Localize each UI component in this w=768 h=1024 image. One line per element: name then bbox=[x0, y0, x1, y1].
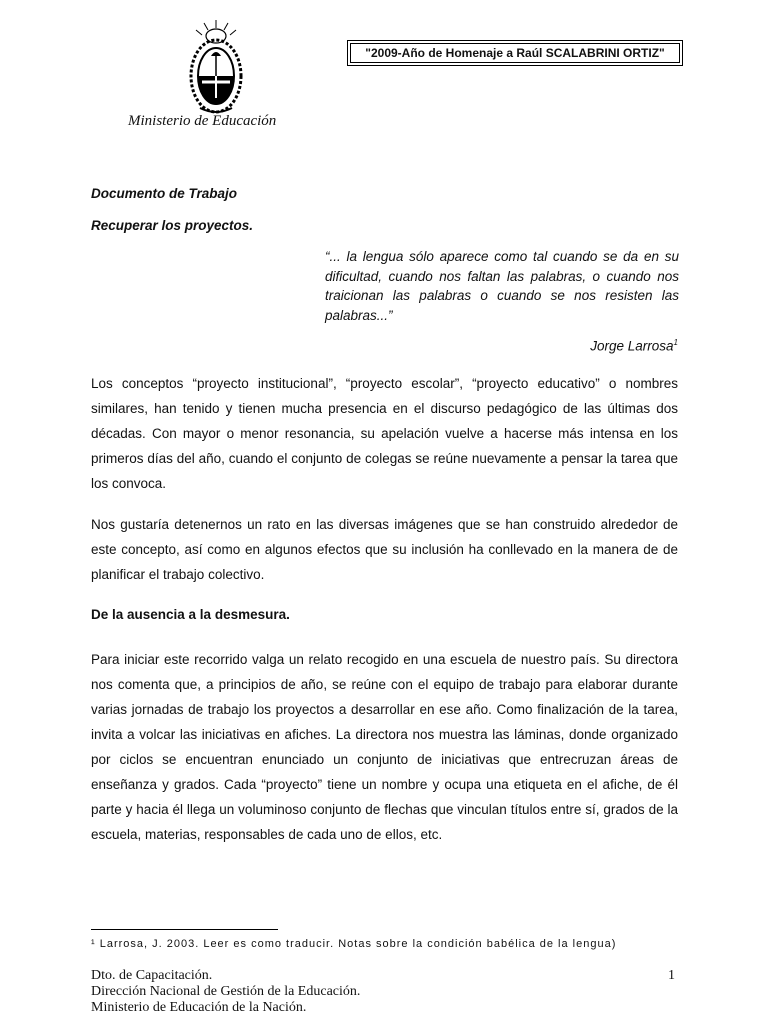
paragraph-3: Para iniciar este recorrido valga un relato recogido en una escuela de nuestro país. Su directora nos comenta que, a principios de año, se reúne con el equipo de trabajo para elaborar durante varias jornadas de trabajo los proyectos a desarrollar en ese año. Como finalización de la tarea, invita a volcar las iniciativas en afiches. La directora nos muestra las láminas, donde organizado por ciclos se encuentran enunciado un conjunto de iniciativas que entrecruzan áreas de enseñanza y grados. Cada “proyecto” tiene un nombre y ocupa una etiqueta en el afiche, de él parte y hacia él llega un voluminoso conjunto de flechas que vinculan títulos entre sí, grados de la escuela, materias, responsables de cada uno de ellos, etc. bbox=[91, 652, 678, 842]
ministry-name: Ministerio de Educación bbox=[128, 113, 277, 129]
paragraph-2: Nos gustaría detenernos un rato en las diversas imágenes que se han construido alrededor de este concepto, así como en algunos efectos que su inclusión ha conllevado en la manera de de planificar el trabajo colectivo. bbox=[91, 517, 678, 582]
footer-line-1: Dto. de Capacitación. bbox=[91, 968, 213, 983]
epigraph-quote: “... la lengua sólo aparece como tal cuando se da en su dificultad, cuando nos faltan las palabras, o cuando nos traicionan las palabras o cuando se nos resisten las palabras...” bbox=[325, 249, 679, 323]
footnote-mark: 1 bbox=[673, 338, 678, 347]
document-subtitle: Recuperar los proyectos. bbox=[91, 218, 254, 233]
document-title: Documento de Trabajo bbox=[91, 186, 238, 201]
footer-line-3: Ministerio de Educación de la Nación. bbox=[91, 1000, 307, 1015]
footer-line-2: Dirección Nacional de Gestión de la Educación. bbox=[91, 984, 361, 999]
year-homage-box: "2009-Año de Homenaje a Raúl SCALABRINI ORTIZ" bbox=[347, 40, 683, 66]
author-name: Jorge Larrosa bbox=[590, 338, 674, 354]
coat-of-arms-icon bbox=[186, 18, 246, 122]
paragraph-1: Los conceptos “proyecto institucional”, “proyecto escolar”, “proyecto educativo” o nombres similares, han tenido y tienen mucha presencia en el discurso pedagógico de las últimas dos décadas. Con mayor o menor resonancia, su apelación vuelve a hacerse más intensa en los primeros días del año, cuando el conjunto de colegas se reúne nuevamente a pensar la tarea que los convoca. bbox=[91, 376, 678, 491]
footnote: ¹ Larrosa, J. 2003. Leer es como traducir. Notas sobre la condición babélica de la lengua) bbox=[91, 938, 617, 950]
page-footer bbox=[91, 968, 360, 1016]
section-heading: De la ausencia a la desmesura. bbox=[91, 607, 290, 622]
quote-author bbox=[590, 338, 678, 354]
footnote-divider bbox=[91, 929, 278, 930]
page-number: 1 bbox=[668, 968, 675, 983]
